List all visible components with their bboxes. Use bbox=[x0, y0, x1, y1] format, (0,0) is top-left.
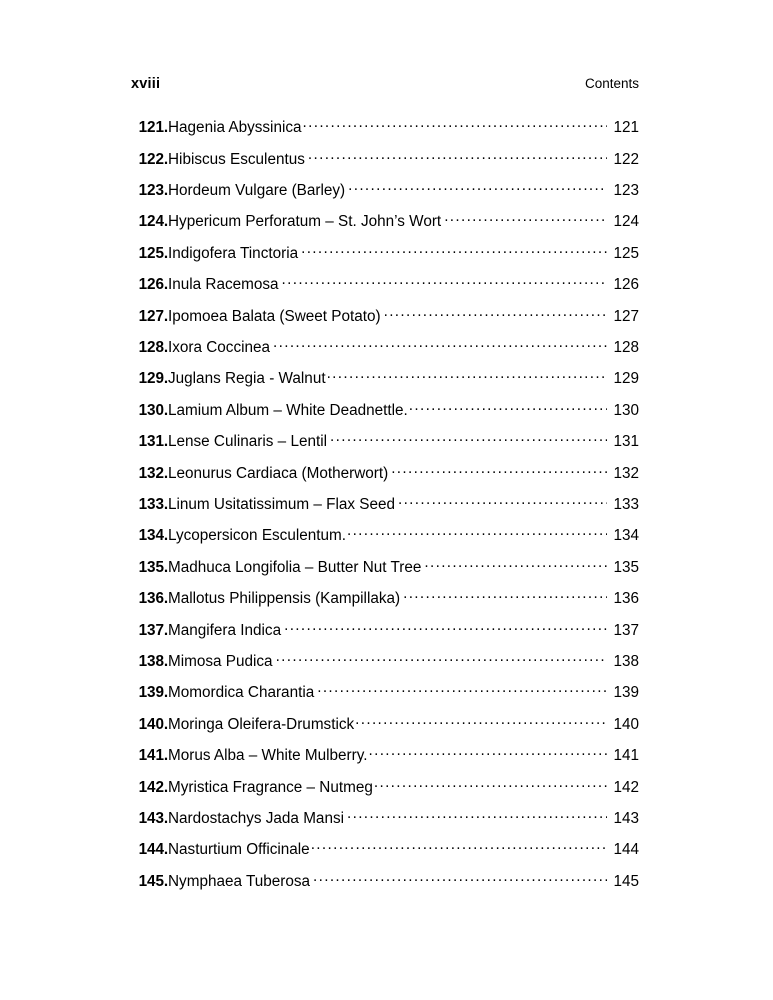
toc-entry-title: Myristica Fragrance – Nutmeg bbox=[168, 778, 373, 796]
toc-entry[interactable] bbox=[131, 651, 639, 682]
toc-leader-dots bbox=[284, 619, 607, 634]
toc-leader-dots bbox=[330, 431, 607, 446]
toc-entry-page: 122 bbox=[613, 150, 639, 168]
table-of-contents bbox=[131, 117, 639, 902]
toc-leader-dots bbox=[327, 368, 607, 383]
toc-entry-page: 133 bbox=[613, 495, 639, 513]
toc-leader-dots bbox=[317, 682, 607, 697]
toc-entry-page: 135 bbox=[613, 558, 639, 576]
toc-entry-title: Nymphaea Tuberosa bbox=[168, 872, 311, 890]
toc-entry-page: 123 bbox=[613, 182, 639, 200]
toc-entry-page: 140 bbox=[613, 715, 639, 733]
toc-entry-title: Hordeum Vulgare (Barley) bbox=[168, 182, 346, 200]
toc-entry-number: 128. bbox=[138, 339, 168, 357]
toc-entry-page: 144 bbox=[613, 841, 639, 859]
toc-entry-title: Ipomoea Balata (Sweet Potato) bbox=[168, 307, 381, 325]
toc-leader-dots bbox=[347, 525, 607, 540]
toc-leader-dots bbox=[282, 274, 607, 289]
toc-entry-title: Ixora Coccinea bbox=[168, 339, 271, 357]
toc-entry-number: 144. bbox=[138, 841, 168, 859]
toc-entry-page: 139 bbox=[613, 684, 639, 702]
toc-entry-page: 134 bbox=[613, 527, 639, 545]
toc-leader-dots bbox=[398, 494, 607, 509]
toc-entry-page: 143 bbox=[613, 809, 639, 827]
toc-entry-title: Mimosa Pudica bbox=[168, 652, 273, 670]
toc-entry[interactable] bbox=[131, 556, 639, 587]
toc-entry-page: 129 bbox=[613, 370, 639, 388]
running-head: Contents bbox=[584, 76, 639, 91]
toc-entry-title: Momordica Charantia bbox=[168, 684, 315, 702]
toc-entry-number: 137. bbox=[138, 621, 168, 639]
toc-entry-number: 135. bbox=[138, 558, 168, 576]
toc-entry-number: 127. bbox=[138, 307, 168, 325]
toc-entry-number: 145. bbox=[138, 872, 168, 890]
toc-entry-page: 126 bbox=[613, 276, 639, 294]
toc-leader-dots bbox=[308, 148, 607, 163]
toc-leader-dots bbox=[273, 337, 607, 352]
toc-entry-title: Nasturtium Officinale bbox=[168, 841, 310, 859]
toc-entry[interactable] bbox=[131, 682, 639, 713]
toc-entry-page: 136 bbox=[613, 590, 639, 608]
toc-leader-dots bbox=[347, 808, 607, 823]
toc-entry[interactable] bbox=[131, 305, 639, 336]
toc-entry-page: 130 bbox=[613, 401, 639, 419]
toc-entry-page: 125 bbox=[613, 244, 639, 262]
toc-entry-number: 133. bbox=[138, 495, 168, 513]
toc-leader-dots bbox=[384, 305, 607, 320]
toc-leader-dots bbox=[391, 462, 607, 477]
toc-entry[interactable] bbox=[131, 148, 639, 179]
toc-leader-dots bbox=[424, 556, 607, 571]
toc-entry[interactable] bbox=[131, 839, 639, 870]
toc-entry-title: Hibiscus Esculentus bbox=[168, 150, 305, 168]
toc-entry-page: 145 bbox=[613, 872, 639, 890]
toc-entry-title: Leonurus Cardiaca (Motherwort) bbox=[168, 464, 389, 482]
toc-entry-number: 138. bbox=[138, 652, 168, 670]
toc-entry[interactable] bbox=[131, 745, 639, 776]
toc-entry[interactable] bbox=[131, 431, 639, 462]
toc-entry-title: Mangifera Indica bbox=[168, 621, 282, 639]
toc-leader-dots bbox=[409, 400, 607, 415]
toc-entry[interactable] bbox=[131, 243, 639, 274]
toc-entry-title: Morus Alba – White Mulberry. bbox=[168, 747, 368, 765]
toc-entry-title: Moringa Oleifera-Drumstick bbox=[168, 715, 355, 733]
page-header bbox=[131, 76, 639, 92]
toc-entry-number: 136. bbox=[138, 590, 168, 608]
toc-entry-page: 128 bbox=[613, 339, 639, 357]
toc-leader-dots bbox=[313, 870, 607, 885]
toc-entry-title: Hypericum Perforatum – St. John’s Wort bbox=[168, 213, 442, 231]
toc-leader-dots bbox=[301, 243, 607, 258]
toc-entry-title: Inula Racemosa bbox=[168, 276, 279, 294]
toc-entry-title: Juglans Regia - Walnut bbox=[168, 370, 326, 388]
toc-entry[interactable] bbox=[131, 117, 639, 148]
toc-entry-number: 139. bbox=[138, 684, 168, 702]
toc-entry-page: 131 bbox=[613, 433, 639, 451]
toc-entry[interactable] bbox=[131, 368, 639, 399]
folio-number: xviii bbox=[131, 76, 161, 92]
toc-entry[interactable] bbox=[131, 588, 639, 619]
toc-entry-number: 123. bbox=[138, 182, 168, 200]
toc-entry-number: 143. bbox=[138, 809, 168, 827]
toc-entry-title: Linum Usitatissimum – Flax Seed bbox=[168, 495, 395, 513]
toc-leader-dots bbox=[303, 117, 607, 132]
toc-entry-title: Nardostachys Jada Mansi bbox=[168, 809, 344, 827]
toc-entry-title: Hagenia Abyssinica bbox=[168, 119, 302, 137]
toc-entry-page: 137 bbox=[613, 621, 639, 639]
toc-entry-title: Indigofera Tinctoria bbox=[168, 244, 299, 262]
toc-leader-dots bbox=[355, 713, 607, 728]
toc-entry[interactable] bbox=[131, 619, 639, 650]
toc-entry[interactable] bbox=[131, 525, 639, 556]
toc-entry[interactable] bbox=[131, 808, 639, 839]
toc-entry-number: 142. bbox=[138, 778, 168, 796]
toc-entry[interactable] bbox=[131, 180, 639, 211]
toc-entry[interactable] bbox=[131, 870, 639, 901]
toc-leader-dots bbox=[348, 180, 607, 195]
toc-leader-dots bbox=[444, 211, 607, 226]
toc-entry[interactable] bbox=[131, 274, 639, 305]
toc-entry[interactable] bbox=[131, 400, 639, 431]
toc-entry[interactable] bbox=[131, 337, 639, 368]
toc-entry[interactable] bbox=[131, 776, 639, 807]
toc-entry-number: 134. bbox=[138, 527, 168, 545]
toc-leader-dots bbox=[276, 651, 607, 666]
toc-entry-page: 141 bbox=[613, 747, 639, 765]
toc-entry-number: 130. bbox=[138, 401, 168, 419]
toc-entry-number: 132. bbox=[138, 464, 168, 482]
toc-entry-number: 121. bbox=[138, 119, 168, 137]
toc-leader-dots bbox=[369, 745, 608, 760]
toc-leader-dots bbox=[374, 776, 607, 791]
toc-entry-page: 127 bbox=[613, 307, 639, 325]
toc-entry-number: 131. bbox=[138, 433, 168, 451]
toc-entry-number: 124. bbox=[138, 213, 168, 231]
toc-entry-page: 132 bbox=[613, 464, 639, 482]
toc-entry-title: Madhuca Longifolia – Butter Nut Tree bbox=[168, 558, 422, 576]
toc-entry-number: 141. bbox=[138, 747, 168, 765]
toc-entry[interactable] bbox=[131, 494, 639, 525]
toc-entry[interactable] bbox=[131, 462, 639, 493]
toc-entry-title: Lycopersicon Esculentum. bbox=[168, 527, 346, 545]
toc-leader-dots bbox=[403, 588, 607, 603]
toc-entry-title: Lense Culinaris – Lentil bbox=[168, 433, 328, 451]
toc-entry-title: Lamium Album – White Deadnettle. bbox=[168, 401, 408, 419]
toc-entry-page: 121 bbox=[613, 119, 639, 137]
toc-entry[interactable] bbox=[131, 211, 639, 242]
toc-entry[interactable] bbox=[131, 713, 639, 744]
toc-entry-number: 140. bbox=[138, 715, 168, 733]
toc-entry-page: 138 bbox=[613, 652, 639, 670]
toc-leader-dots bbox=[311, 839, 607, 854]
toc-entry-number: 125. bbox=[138, 244, 168, 262]
toc-entry-number: 129. bbox=[138, 370, 168, 388]
toc-entry-number: 126. bbox=[138, 276, 168, 294]
toc-entry-page: 124 bbox=[613, 213, 639, 231]
toc-entry-title: Mallotus Philippensis (Kampillaka) bbox=[168, 590, 401, 608]
toc-entry-page: 142 bbox=[613, 778, 639, 796]
toc-entry-number: 122. bbox=[138, 150, 168, 168]
